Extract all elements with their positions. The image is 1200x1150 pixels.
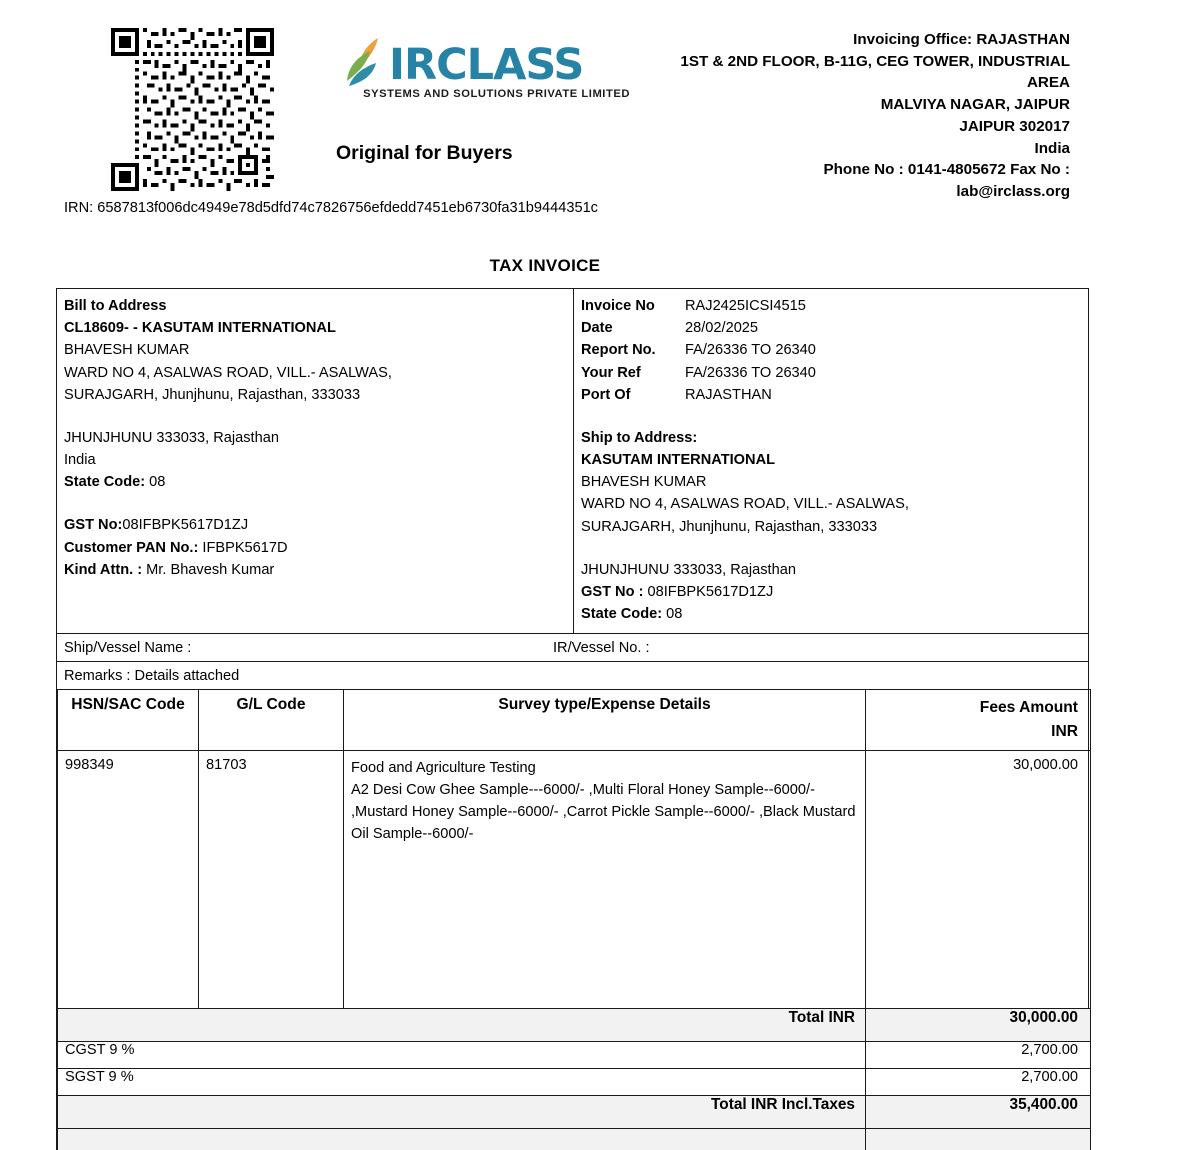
office-address-line: 1ST & 2ND FLOOR, B-11G, CEG TOWER, INDUSTRIAL [680, 52, 1070, 70]
ship-to-gst-label: GST No : [581, 583, 644, 600]
bill-to-address-line-1: WARD NO 4, ASALWAS ROAD, VILL.- ASALWAS, [64, 364, 392, 381]
bill-to-contact: BHAVESH KUMAR [64, 342, 190, 359]
bill-to-state-code [64, 471, 566, 493]
invoice-meta-row [581, 362, 1081, 384]
col-header-fees-line1: Fees Amount [979, 699, 1078, 717]
your-ref-value: FA/26336 TO 26340 [685, 364, 816, 381]
ir-vessel-no-label: IR/Vessel No. : [553, 639, 650, 656]
ship-to-gst [581, 581, 1081, 603]
bill-to-block [57, 289, 574, 633]
ship-to-state-code-label: State Code: [581, 606, 663, 623]
port-of-label: Port Of [581, 386, 631, 403]
invoice-body [56, 288, 1089, 1150]
bill-to-company: CL18609- - KASUTAM INTERNATIONAL [64, 320, 336, 337]
cell-hsn: 998349 [58, 750, 199, 1008]
original-for-buyers-label: Original for Buyers [336, 142, 513, 164]
col-header-survey: Survey type/Expense Details [344, 690, 866, 750]
grand-total-row [58, 1095, 1091, 1128]
invoice-date-label: Date [581, 320, 613, 337]
bill-to-gst [64, 514, 566, 536]
qr-code [76, 27, 309, 192]
office-address-line: MALVIYA NAGAR, JAIPUR [880, 96, 1070, 114]
survey-detail: A2 Desi Cow Ghee Sample---6000/- ,Multi Floral Honey Sample--6000/- ,Mustard Honey Sample--6000/- ,Carrot Pickle Sample--6000/- ,Black Mustard Oil Sample--6000/- [351, 781, 856, 843]
vessel-row [57, 633, 1088, 661]
bill-to-attn [64, 559, 566, 581]
bill-to-city-state: JHUNJHUNU 333033, Rajasthan [64, 429, 279, 446]
leaf-logo-icon [345, 36, 387, 86]
your-ref-label: Your Ref [581, 364, 641, 381]
page-title: TAX INVOICE [489, 256, 601, 275]
ship-to-city-state: JHUNJHUNU 333033, Rajasthan [581, 561, 796, 578]
spacer [64, 493, 566, 514]
ship-to-company: KASUTAM INTERNATIONAL [581, 452, 776, 469]
ship-to-heading: Ship to Address: [581, 429, 698, 446]
cell-fees: 30,000.00 [866, 750, 1091, 1008]
bill-to-gst-label: GST No: [64, 517, 123, 534]
office-address-line: AREA [1026, 74, 1070, 92]
report-no-value: FA/26336 TO 26340 [685, 342, 816, 359]
bill-to-attn-label: Kind Attn. : [64, 561, 143, 578]
spacer [581, 538, 1081, 559]
ship-to-state-code-value: 08 [666, 606, 683, 623]
office-phone-line: Phone No : 0141-4805672 Fax No : [823, 161, 1070, 179]
bill-to-country: India [64, 452, 96, 469]
table-row-truncated [58, 1128, 1091, 1150]
col-header-hsn: HSN/SAC Code [58, 690, 199, 750]
irn-line: IRN: 6587813f006dc4949e78d5dfd74c7826756efdedd7451eb6730fa31b9444351c [64, 200, 598, 216]
sgst-label: SGST 9 % [58, 1068, 866, 1095]
sgst-row [58, 1068, 1091, 1095]
cell-gl: 81703 [199, 750, 344, 1008]
table-row [58, 750, 1091, 1008]
cgst-value: 2,700.00 [866, 1041, 1091, 1068]
grand-total-value: 35,400.00 [866, 1095, 1091, 1128]
grand-total-label: Total INR Incl.Taxes [58, 1095, 866, 1128]
col-header-fees-line2: INR [1051, 723, 1078, 741]
office-address-line: JAIPUR 302017 [959, 117, 1070, 135]
ship-to-contact: BHAVESH KUMAR [581, 474, 707, 491]
bill-to-pan [64, 537, 566, 559]
cgst-row [58, 1041, 1091, 1068]
total-row [58, 1008, 1091, 1041]
invoice-meta-row [581, 384, 1081, 406]
ship-to-state-code [581, 603, 1081, 625]
spacer [64, 406, 566, 427]
bill-to-state-code-value: 08 [149, 474, 166, 491]
total-label: Total INR [58, 1008, 866, 1041]
address-row [57, 289, 1088, 633]
col-header-fees [866, 690, 1091, 750]
line-items-table [57, 689, 1091, 1150]
invoice-meta-row [581, 295, 1081, 317]
logo-wordmark: IRCLASS [389, 40, 584, 91]
survey-title: Food and Agriculture Testing [351, 759, 536, 776]
invoice-meta-row [581, 339, 1081, 361]
office-email-line: lab@irclass.org [956, 183, 1070, 201]
invoicing-office-line: Invoicing Office: RAJASTHAN [853, 31, 1070, 48]
bill-to-state-code-label: State Code: [64, 474, 146, 491]
qr-code-svg [111, 28, 274, 191]
invoice-meta-block [574, 289, 1088, 633]
bill-to-gst-value: 08IFBPK5617D1ZJ [122, 517, 249, 534]
ship-to-address-line-1: WARD NO 4, ASALWAS ROAD, VILL.- ASALWAS, [581, 496, 909, 513]
remarks-row: Remarks : Details attached [57, 661, 1088, 689]
total-value: 30,000.00 [866, 1008, 1091, 1041]
report-no-label: Report No. [581, 342, 656, 359]
invoicing-office-block [510, 29, 1070, 203]
bill-to-pan-value: IFBPK5617D [202, 539, 288, 556]
ship-to-gst-value: 08IFBPK5617D1ZJ [647, 583, 774, 600]
bill-to-heading: Bill to Address [64, 298, 167, 314]
cell-survey [344, 750, 866, 1008]
cgst-label: CGST 9 % [58, 1041, 866, 1068]
invoice-no-label: Invoice No [581, 298, 655, 314]
invoice-header [0, 0, 1200, 275]
logo-subtitle: SYSTEMS AND SOLUTIONS PRIVATE LIMITED [363, 88, 630, 100]
port-of-value: RAJASTHAN [685, 386, 772, 403]
spacer [581, 406, 1081, 427]
ship-vessel-name-label: Ship/Vessel Name : [64, 639, 192, 656]
bill-to-address-line-2: SURAJGARH, Jhunjhunu, Rajasthan, 333033 [64, 386, 361, 403]
sgst-value: 2,700.00 [866, 1068, 1091, 1095]
office-address-line: India [1034, 139, 1070, 157]
invoice-meta-row [581, 317, 1081, 339]
ship-to-address-line-2: SURAJGARH, Jhunjhunu, Rajasthan, 333033 [581, 518, 878, 535]
bill-to-attn-value: Mr. Bhavesh Kumar [146, 561, 275, 578]
truncated-cell [866, 1128, 1091, 1150]
col-header-gl: G/L Code [199, 690, 344, 750]
invoice-date-value: 28/02/2025 [685, 320, 759, 337]
table-header-row [58, 690, 1091, 750]
bill-to-pan-label: Customer PAN No.: [64, 539, 199, 556]
invoice-no-value: RAJ2425ICSI4515 [685, 298, 806, 314]
truncated-cell [58, 1128, 866, 1150]
